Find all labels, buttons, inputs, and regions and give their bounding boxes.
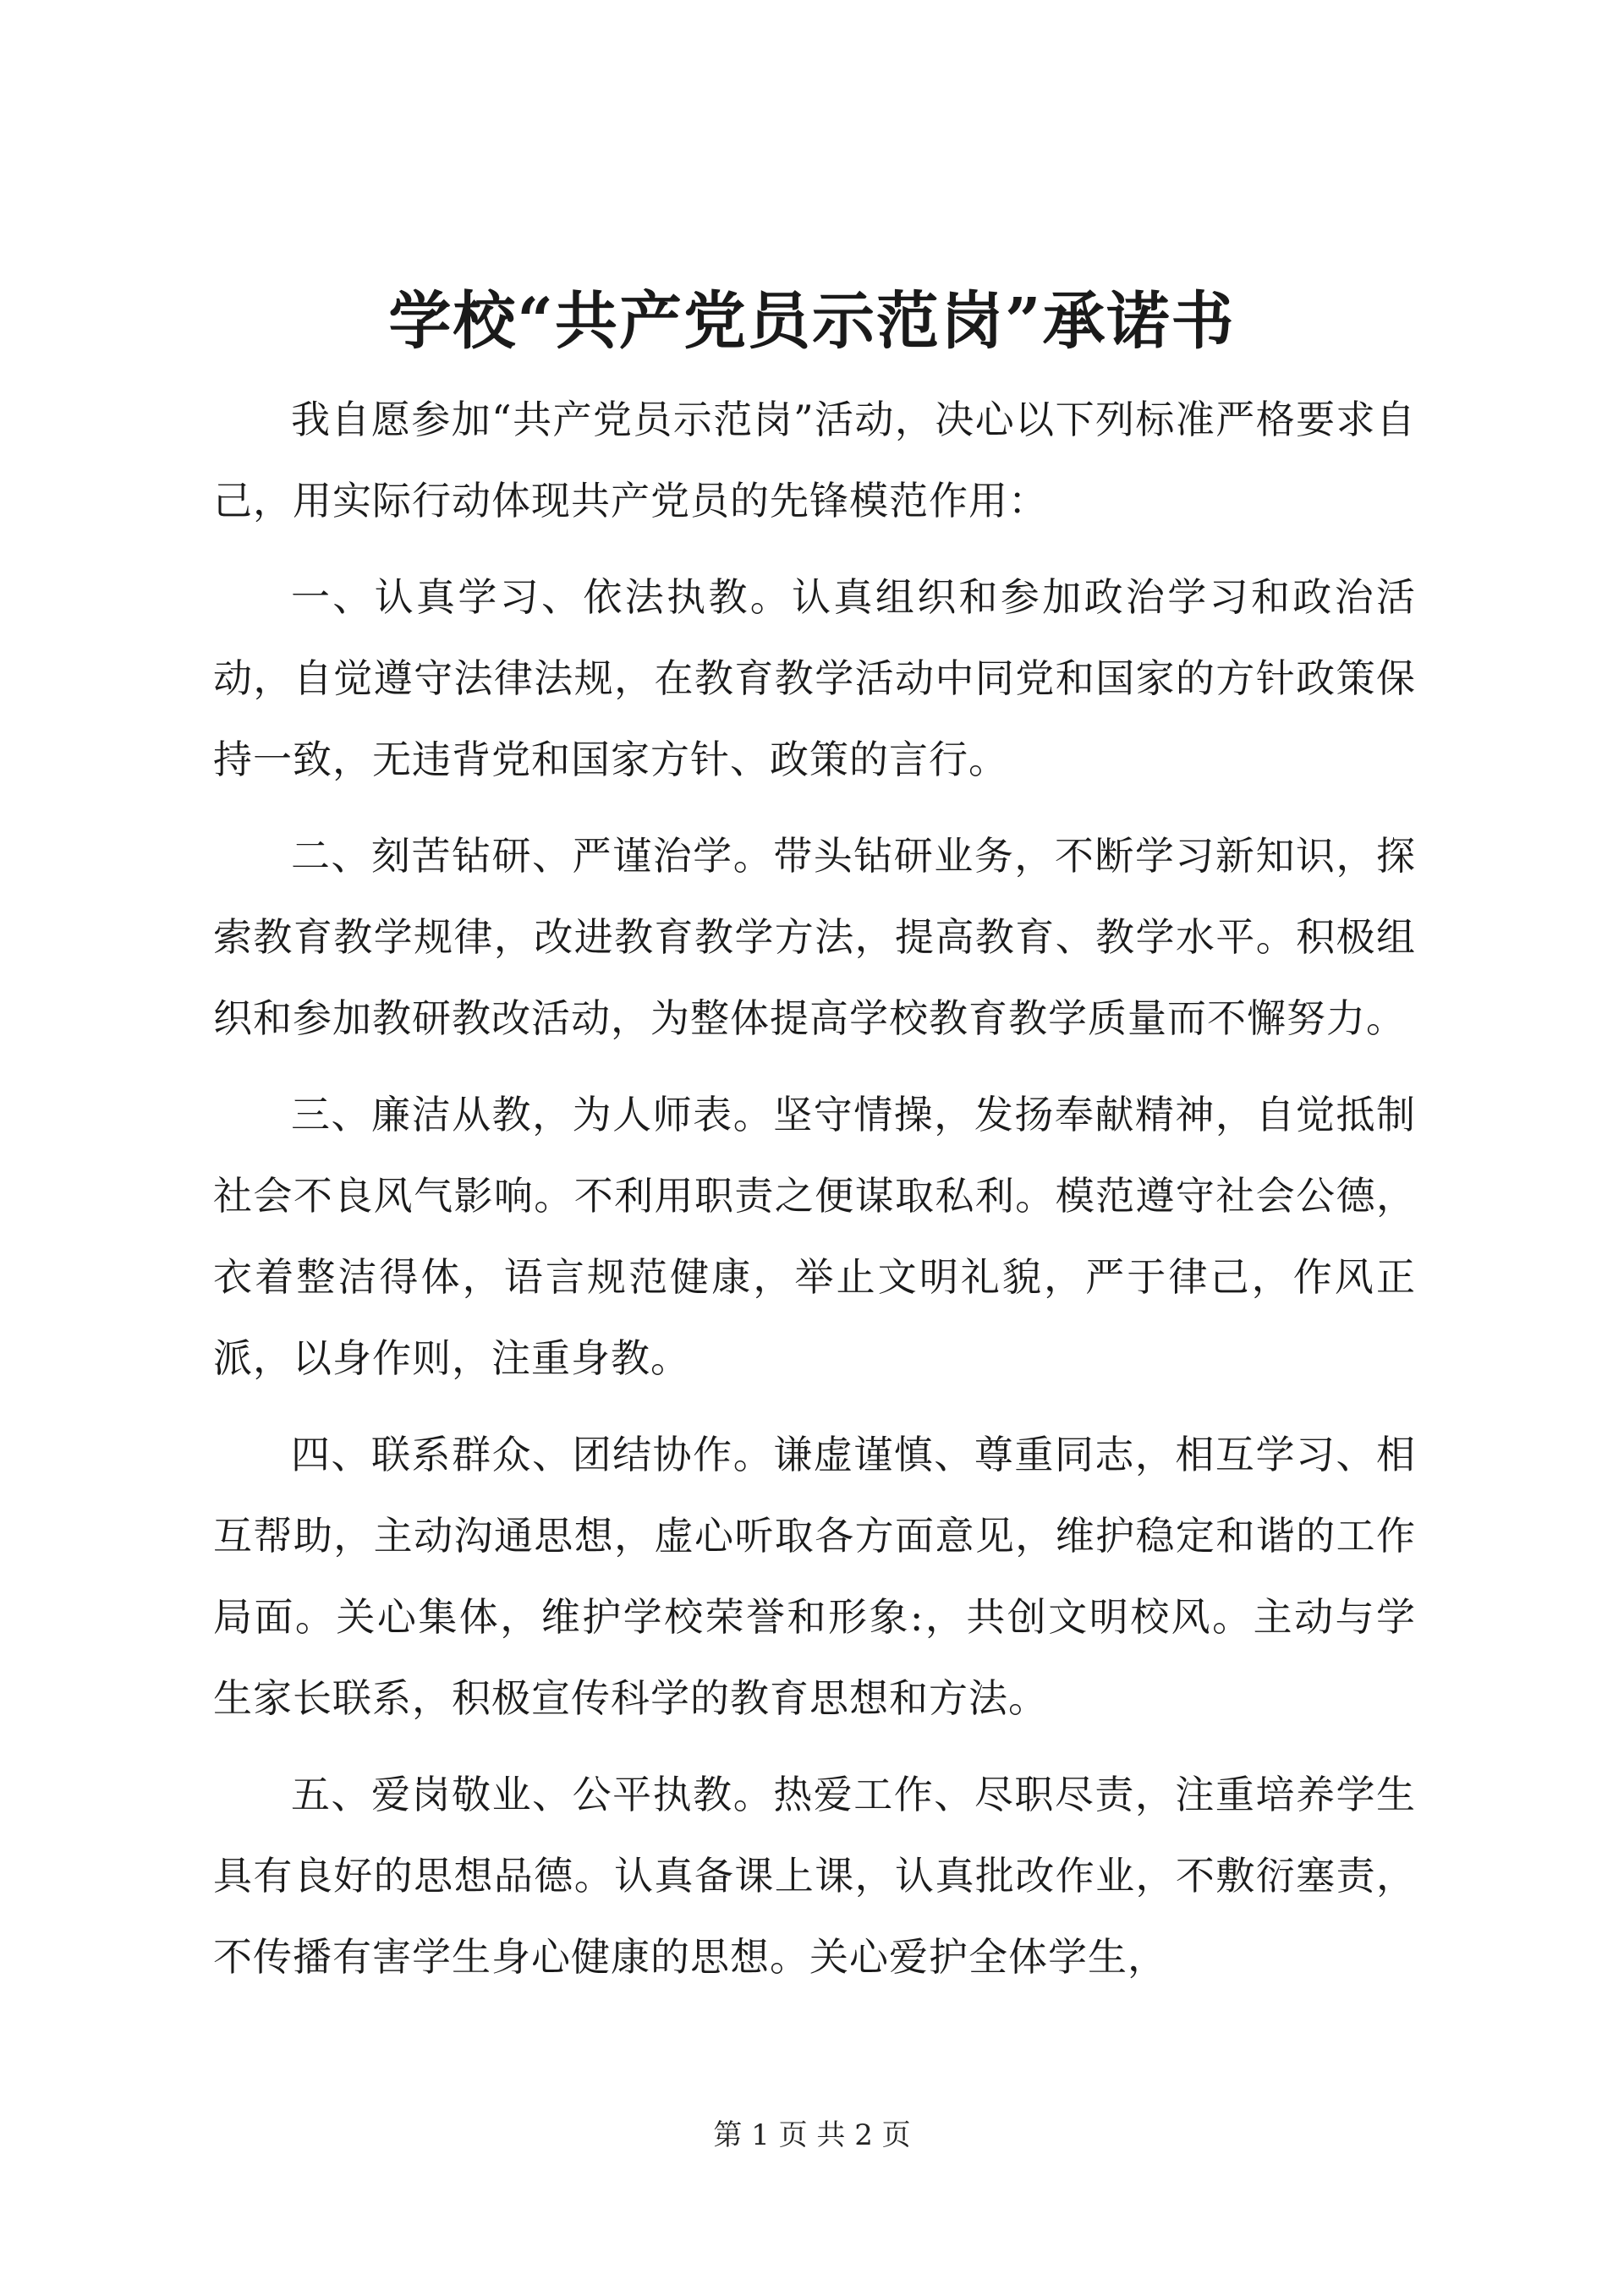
document-title: 学校“共产党员示范岗”承诺书 [388,285,1236,358]
document-body [213,379,1416,2013]
paragraph-item-5: 五、爱岗敬业、公平执教。热爱工作、尽职尽责，注重培养学生具有良好的思想品德。认真备课上课，认真批改作业，不敷衍塞责，不传播有害学生身心健康的思想。关心爱护全体学生， [213,1772,1416,1980]
paragraph-item-1: 一、认真学习、依法执教。认真组织和参加政治学习和政治活动，自觉遵守法律法规，在教育教学活动中同党和国家的方针政策保持一致，无违背党和国家方针、政策的言行。 [213,574,1416,782]
paragraph-item-4: 四、联系群众、团结协作。谦虚谨慎、尊重同志，相互学习、相互帮助，主动沟通思想，虚心听取各方面意见，维护稳定和谐的工作局面。关心集体，维护学校荣誉和形象:，共创文明校风。主动与学生家长联系，积极宣传科学的教育思想和方法。 [213,1432,1416,1721]
paragraph-item-3: 三、廉洁从教，为人师表。坚守情操，发扬奉献精神，自觉抵制社会不良风气影响。不利用职责之便谋取私利。模范遵守社会公德，衣着整洁得体，语言规范健康，举止文明礼貌，严于律己，作风正派，以身作则，注重身教。 [213,1092,1416,1381]
paragraph-item-2: 二、刻苦钻研、严谨治学。带头钻研业务，不断学习新知识，探索教育教学规律，改进教育教学方法，提高教育、教学水平。积极组织和参加教研教改活动，为整体提高学校教育教学质量而不懈努力。 [213,833,1416,1041]
paragraph-intro: 我自愿参加“共产党员示范岗”活动，决心以下列标准严格要求自己，用实际行动体现共产党员的先锋模范作用： [213,397,1416,523]
page-number-footer: 第 1 页 共 2 页 [713,2118,911,2152]
